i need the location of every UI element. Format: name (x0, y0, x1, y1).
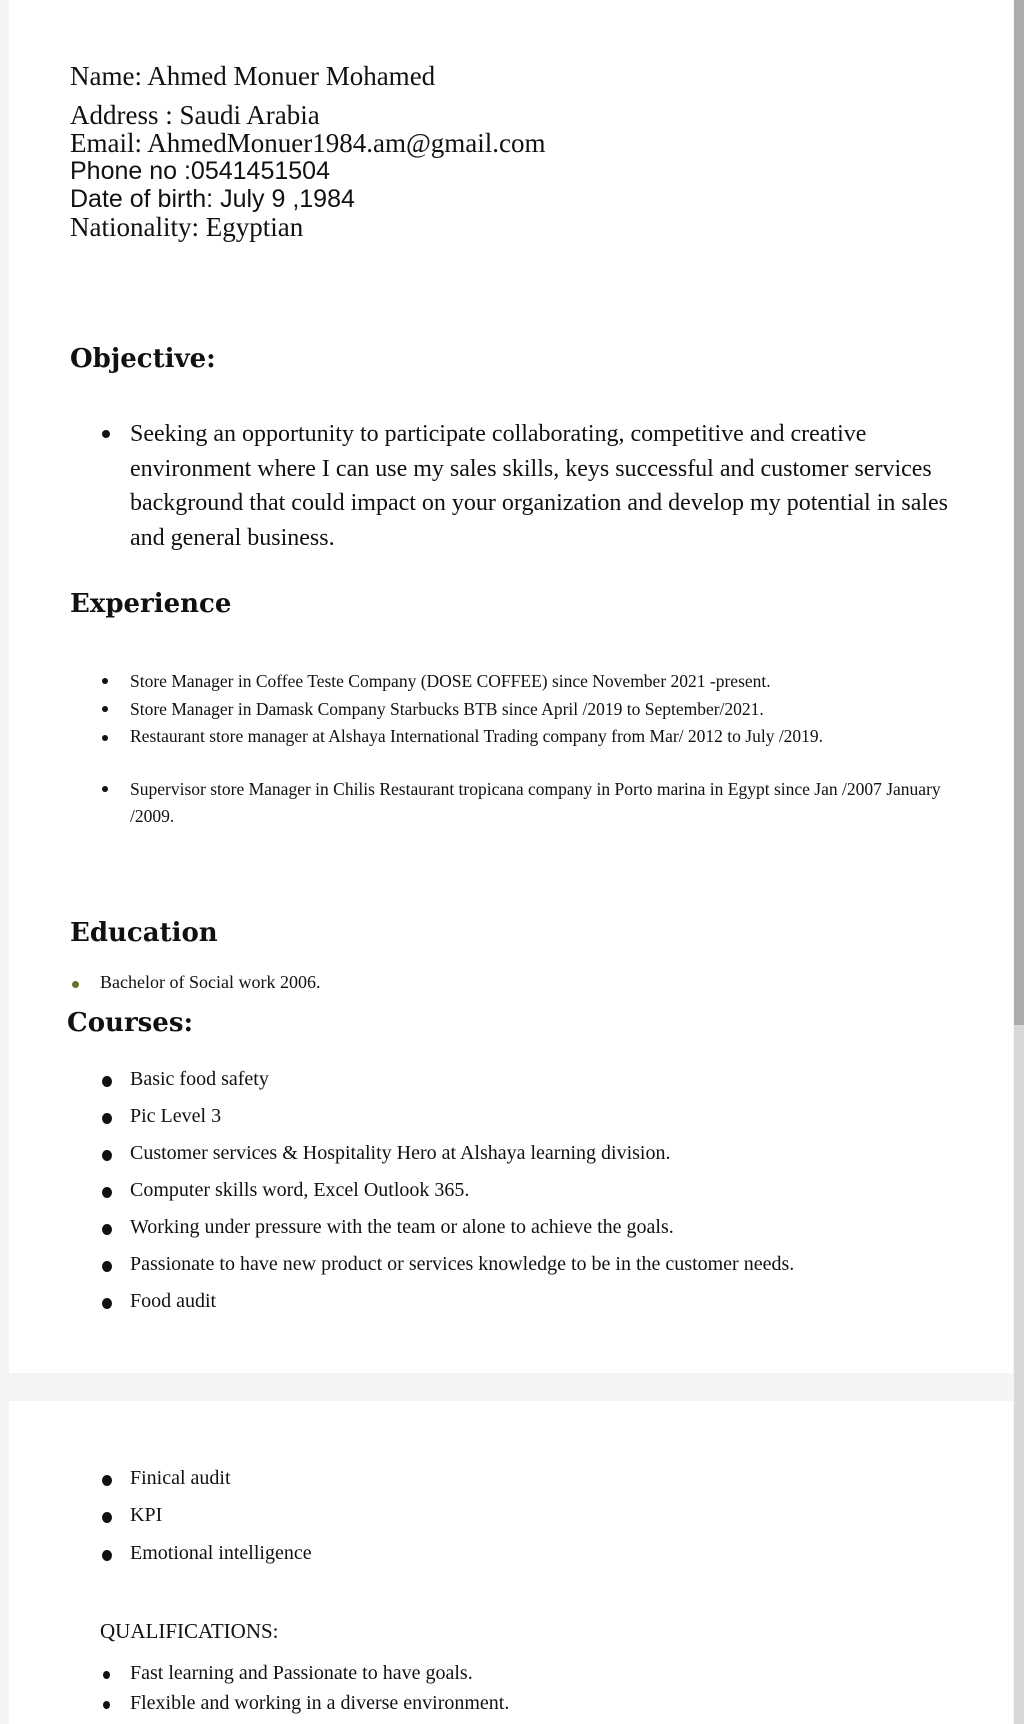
scrollbar-thumb[interactable] (1014, 0, 1024, 1025)
course-item: Customer services & Hospitality Hero at Alshaya learning division. (130, 1142, 671, 1164)
bullet-icon (102, 430, 110, 438)
qualification-item: Fast learning and Passionate to have goals. (130, 1662, 473, 1684)
education-item: Bachelor of Social work 2006. (100, 972, 321, 992)
bullet-icon (102, 1150, 112, 1161)
bullet-icon (102, 1224, 112, 1235)
document-page-1 (9, 0, 1013, 1373)
experience-item: Store Manager in Damask Company Starbucks BTB since April /2019 to September/2021. (130, 699, 764, 719)
course-item: Finical audit (130, 1467, 231, 1489)
bullet-icon (102, 1550, 112, 1561)
course-item: Passionate to have new product or services knowledge to be in the customer needs. (130, 1253, 795, 1275)
document-page-2 (9, 1401, 1013, 1724)
course-item: KPI (130, 1504, 163, 1526)
course-item: Food audit (130, 1290, 217, 1312)
bullet-icon (102, 1298, 112, 1309)
contact-address: Address : Saudi Arabia (70, 100, 320, 130)
experience-item: Restaurant store manager at Alshaya International Trading company from Mar/ 2012 to July /2019. (130, 726, 824, 746)
bullet-icon (102, 735, 108, 741)
contact-name: Name: Ahmed Monuer Mohamed (70, 61, 436, 91)
objective-text: Seeking an opportunity to participate collaborating, competitive and creative environment where I can use my sales skills, keys successful and customer services background that could impact on your organization and develop my potential in sales and general business. (130, 421, 949, 551)
objective-heading: Objective: (70, 344, 216, 374)
qualification-item: Flexible and working in a diverse environment. (130, 1692, 510, 1714)
bullet-icon (102, 1113, 112, 1124)
bullet-icon (102, 786, 108, 792)
course-item: Computer skills word, Excel Outlook 365. (130, 1179, 470, 1201)
experience-item: Supervisor store Manager in Chilis Restaurant tropicana company in Porto marina in Egypt since Jan /2007 January /2009. (130, 779, 941, 826)
contact-phone: Phone no :0541451504 (70, 157, 330, 185)
bullet-icon (102, 1475, 112, 1486)
course-item: Pic Level 3 (130, 1105, 222, 1127)
experience-heading: Experience (70, 589, 232, 619)
bullet-icon (102, 1512, 112, 1523)
bullet-icon (72, 981, 79, 988)
bullet-icon (103, 1671, 110, 1679)
vertical-scrollbar[interactable] (1014, 0, 1024, 1724)
bullet-icon (103, 1701, 110, 1709)
course-item: Emotional intelligence (130, 1542, 312, 1564)
bullet-icon (102, 678, 108, 684)
qualifications-heading: QUALIFICATIONS: (100, 1619, 279, 1643)
bullet-icon (102, 1187, 112, 1198)
contact-email: Email: AhmedMonuer1984.am@gmail.com (70, 128, 546, 158)
course-item: Working under pressure with the team or alone to achieve the goals. (130, 1216, 674, 1238)
contact-dob: Date of birth: July 9 ,1984 (70, 185, 355, 213)
contact-nationality: Nationality: Egyptian (70, 212, 304, 242)
bullet-icon (102, 1261, 112, 1272)
course-item: Basic food safety (130, 1068, 269, 1090)
bullet-icon (102, 706, 108, 712)
bullet-icon (102, 1076, 112, 1087)
courses-heading: Courses: (67, 1008, 194, 1038)
experience-item: Store Manager in Coffee Teste Company (DOSE COFFEE) since November 2021 -present. (130, 671, 771, 691)
education-heading: Education (70, 918, 218, 948)
